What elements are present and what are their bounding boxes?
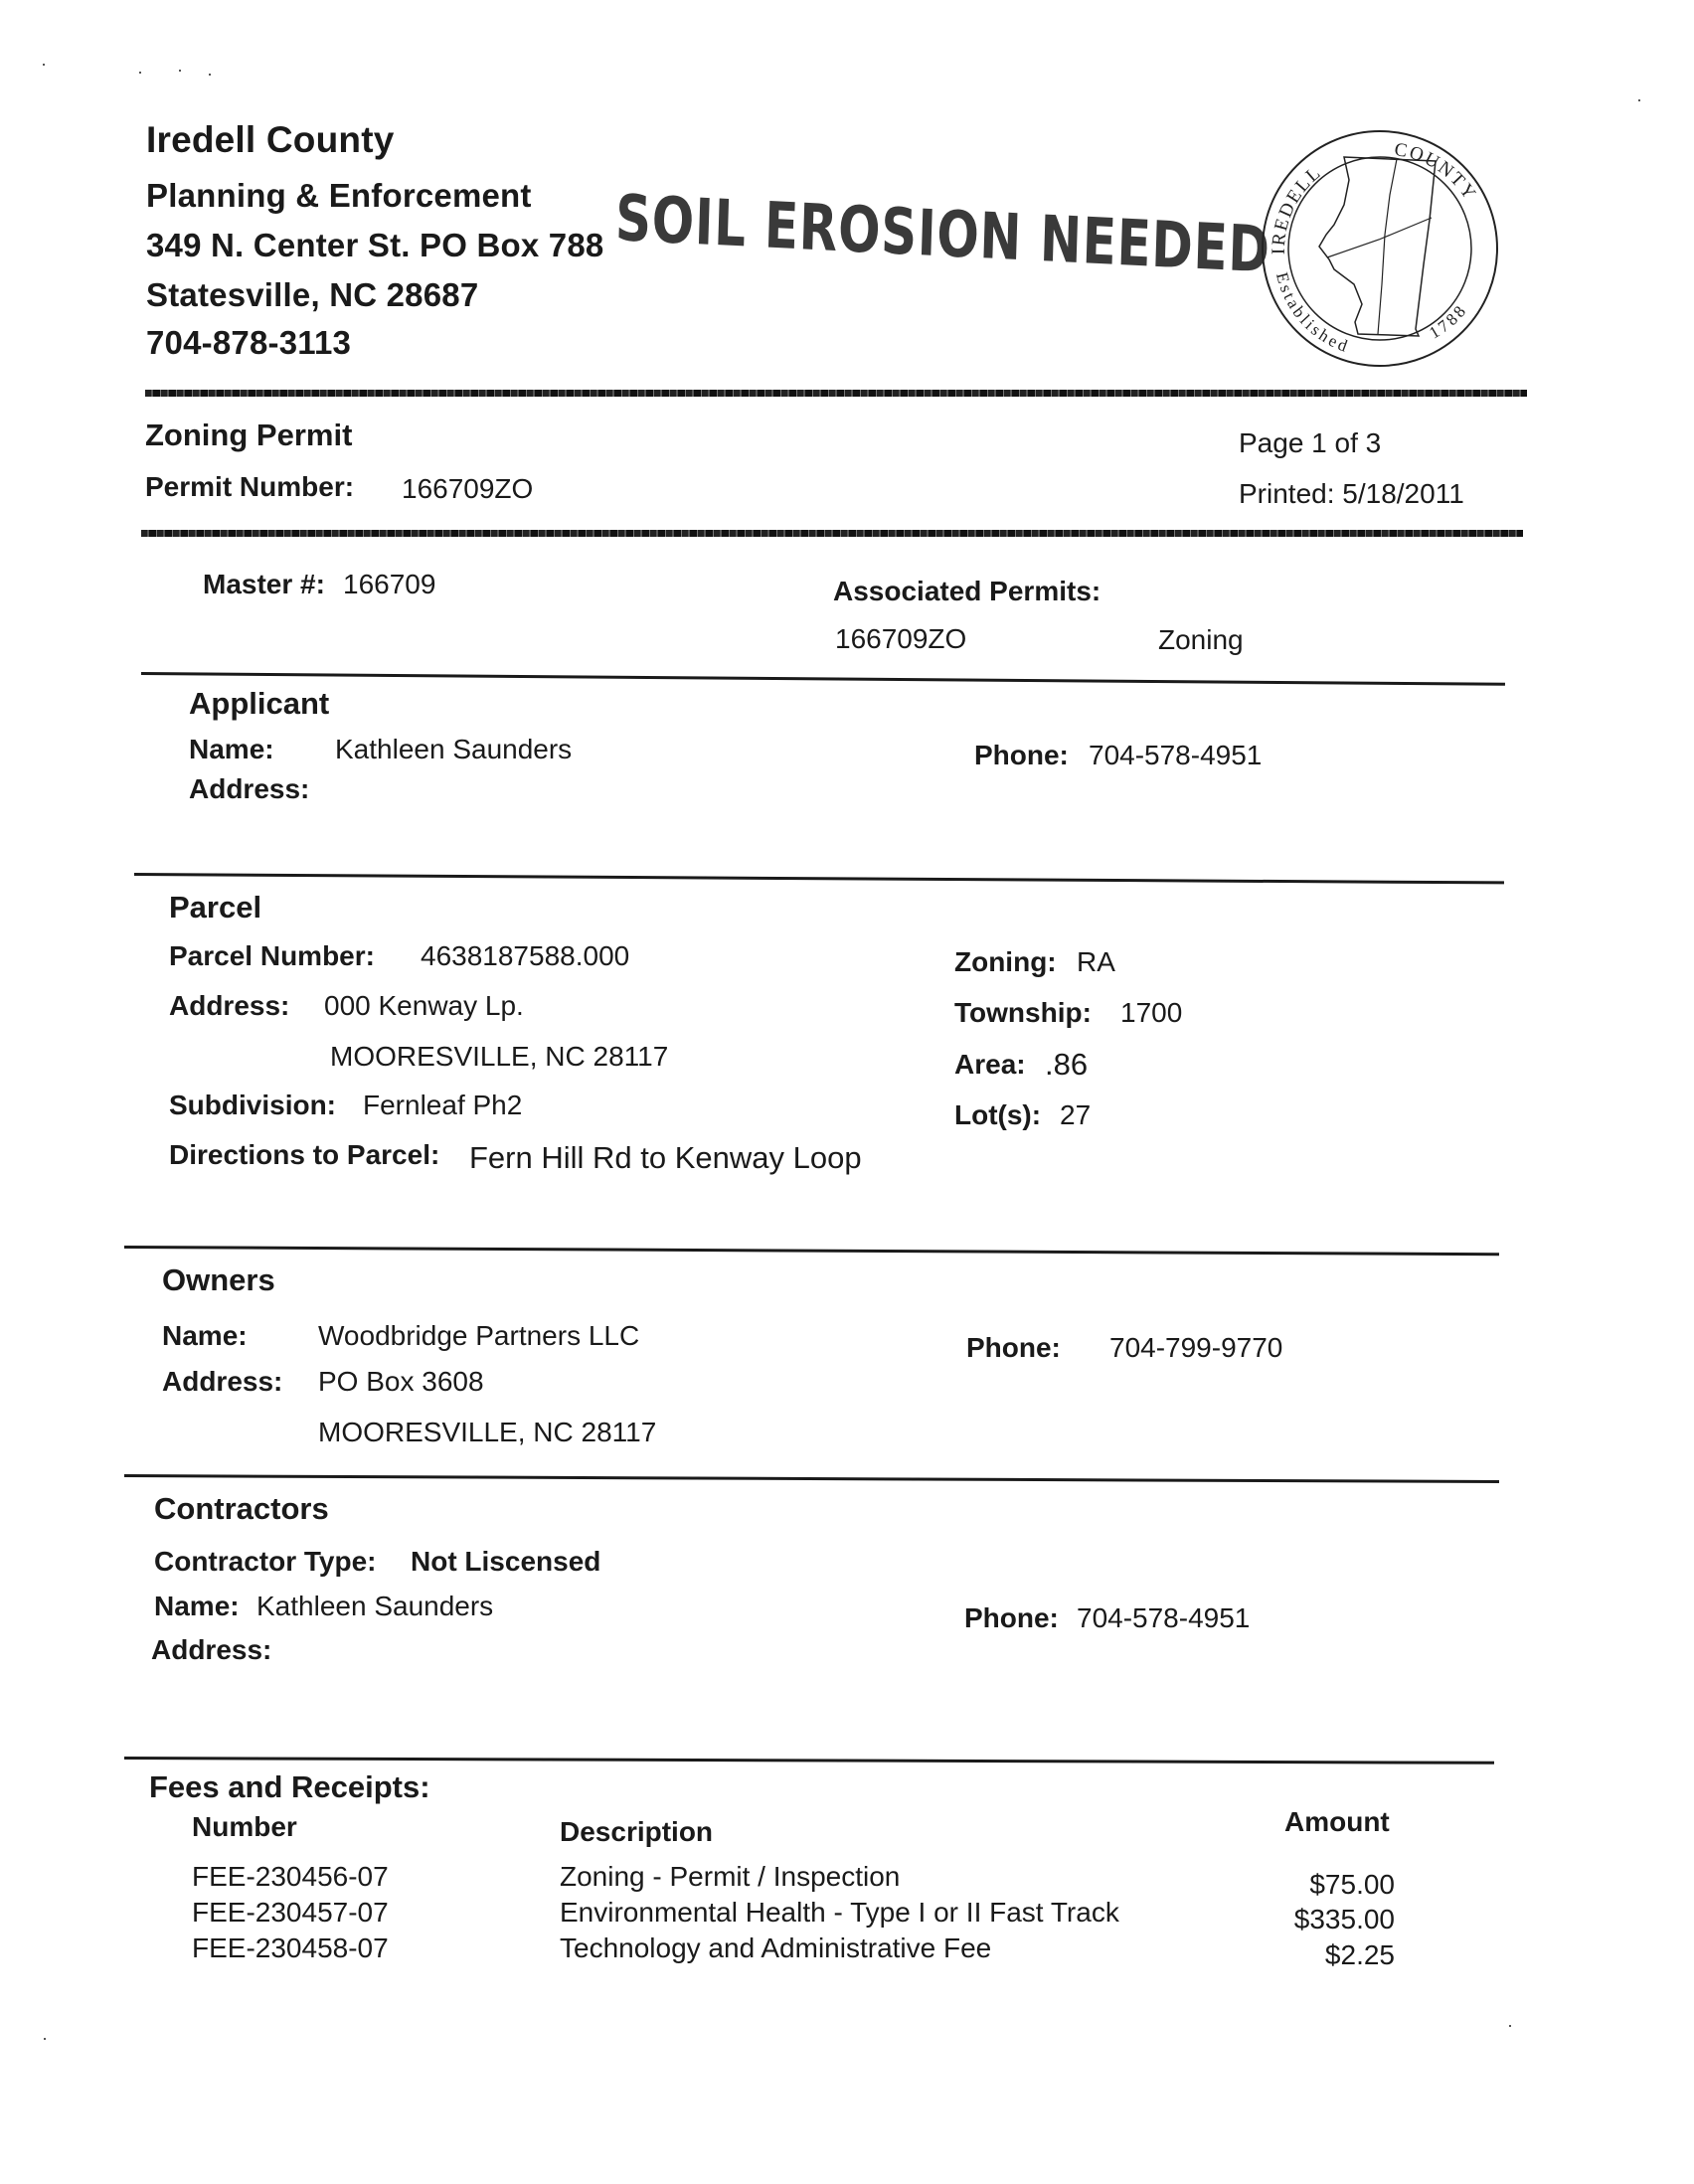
fees-column-description: Description (560, 1816, 714, 1847)
svg-text:IREDELL (1269, 162, 1326, 254)
zoning-value: RA (1077, 946, 1115, 977)
owner-name-label: Name: (162, 1320, 248, 1351)
owner-name: Woodbridge Partners LLC (318, 1320, 640, 1351)
applicant-name: Kathleen Saunders (335, 734, 573, 764)
page-indicator: Page 1 of 3 (1239, 427, 1382, 458)
applicant-phone: 704-578-4951 (1089, 740, 1263, 770)
owner-address-line1: PO Box 3608 (318, 1366, 484, 1397)
area-label: Area: (954, 1049, 1026, 1080)
fee-number: FEE-230457-07 (192, 1897, 389, 1928)
fee-number: FEE-230456-07 (192, 1861, 389, 1892)
soil-erosion-stamp: SOIL EROSION NEEDED (614, 182, 1271, 288)
contractor-phone: 704-578-4951 (1077, 1602, 1251, 1633)
contractor-name-label: Name: (154, 1591, 240, 1621)
fee-number: FEE-230458-07 (192, 1932, 389, 1963)
township-label: Township: (954, 997, 1092, 1028)
permit-number: 166709ZO (402, 473, 534, 504)
parcel-heading: Parcel (169, 890, 262, 924)
fees-column-amount: Amount (1284, 1806, 1390, 1837)
contractor-type: Not Liscensed (411, 1546, 601, 1577)
svg-text:1788 (1426, 300, 1471, 343)
fee-description: Zoning - Permit / Inspection (560, 1861, 901, 1892)
owners-heading: Owners (162, 1262, 275, 1297)
section-divider (124, 1474, 1499, 1483)
associated-permit-type: Zoning (1158, 624, 1244, 655)
org-phone: 704-878-3113 (146, 324, 352, 361)
owner-phone-label: Phone: (966, 1332, 1061, 1363)
associated-permit-number: 166709ZO (835, 623, 967, 654)
scan-speck (1638, 99, 1640, 101)
fee-amount: $75.00 (1309, 1869, 1395, 1900)
parcel-address-line1: 000 Kenway Lp. (324, 990, 524, 1021)
seal-right-text: COUNTY (1393, 138, 1481, 206)
lots-value: 27 (1060, 1099, 1092, 1130)
applicant-heading: Applicant (189, 686, 330, 721)
subdivision: Fernleaf Ph2 (363, 1090, 523, 1120)
contractors-heading: Contractors (154, 1491, 329, 1526)
section-divider (124, 1757, 1494, 1764)
master-number: 166709 (343, 569, 436, 599)
owner-address-label: Address: (162, 1366, 283, 1397)
zoning-label: Zoning: (954, 946, 1057, 977)
section-divider (134, 873, 1504, 884)
permit-rule (141, 530, 1523, 537)
seal-year: 1788 (1426, 299, 1471, 343)
scan-speck (1509, 2025, 1511, 2027)
printed-date: Printed: 5/18/2011 (1239, 478, 1464, 509)
contractor-name: Kathleen Saunders (256, 1591, 494, 1621)
township-value: 1700 (1120, 997, 1183, 1028)
scan-speck (209, 74, 211, 76)
scan-speck (139, 72, 141, 74)
parcel-number: 4638187588.000 (421, 940, 630, 971)
scan-speck (44, 2038, 46, 2040)
contractor-type-label: Contractor Type: (154, 1546, 377, 1577)
applicant-name-label: Name: (189, 734, 274, 764)
fees-heading: Fees and Receipts: (149, 1769, 430, 1804)
org-name: Iredell County (146, 119, 395, 160)
fee-amount: $335.00 (1293, 1904, 1395, 1934)
header-rule (145, 390, 1527, 397)
subdivision-label: Subdivision: (169, 1090, 336, 1120)
permit-number-label: Permit Number: (145, 471, 355, 502)
area-value: .86 (1045, 1047, 1089, 1082)
parcel-address-line2: MOORESVILLE, NC 28117 (330, 1041, 669, 1072)
seal-bottom-text: Established (1271, 270, 1353, 357)
contractor-address-label: Address: (151, 1634, 272, 1665)
scan-speck (179, 70, 181, 72)
associated-permits-label: Associated Permits: (833, 576, 1101, 606)
applicant-phone-label: Phone: (974, 740, 1069, 770)
lots-label: Lot(s): (954, 1099, 1042, 1130)
section-divider (124, 1246, 1499, 1256)
department: Planning & Enforcement (146, 177, 532, 214)
street-address: 349 N. Center St. PO Box 788 (146, 227, 604, 263)
directions: Fern Hill Rd to Kenway Loop (469, 1140, 862, 1175)
fee-description: Technology and Administrative Fee (560, 1932, 992, 1963)
applicant-address-label: Address: (189, 773, 310, 804)
fee-amount: $2.25 (1324, 1939, 1395, 1970)
parcel-number-label: Parcel Number: (169, 940, 375, 971)
fee-description: Environmental Health - Type I or II Fast Track (560, 1897, 1119, 1928)
contractor-phone-label: Phone: (964, 1602, 1059, 1633)
owner-phone: 704-799-9770 (1109, 1332, 1283, 1363)
parcel-address-label: Address: (169, 990, 290, 1021)
fees-column-number: Number (192, 1811, 297, 1842)
master-label: Master #: (203, 569, 325, 599)
seal-top-text: IREDELL (1268, 161, 1326, 255)
county-seal-icon (1255, 125, 1505, 368)
city-state-zip: Statesville, NC 28687 (146, 276, 479, 313)
directions-label: Directions to Parcel: (169, 1139, 440, 1170)
section-divider (141, 672, 1505, 686)
permit-title: Zoning Permit (145, 418, 353, 452)
scan-speck (43, 64, 45, 66)
owner-address-line2: MOORESVILLE, NC 28117 (318, 1417, 657, 1447)
